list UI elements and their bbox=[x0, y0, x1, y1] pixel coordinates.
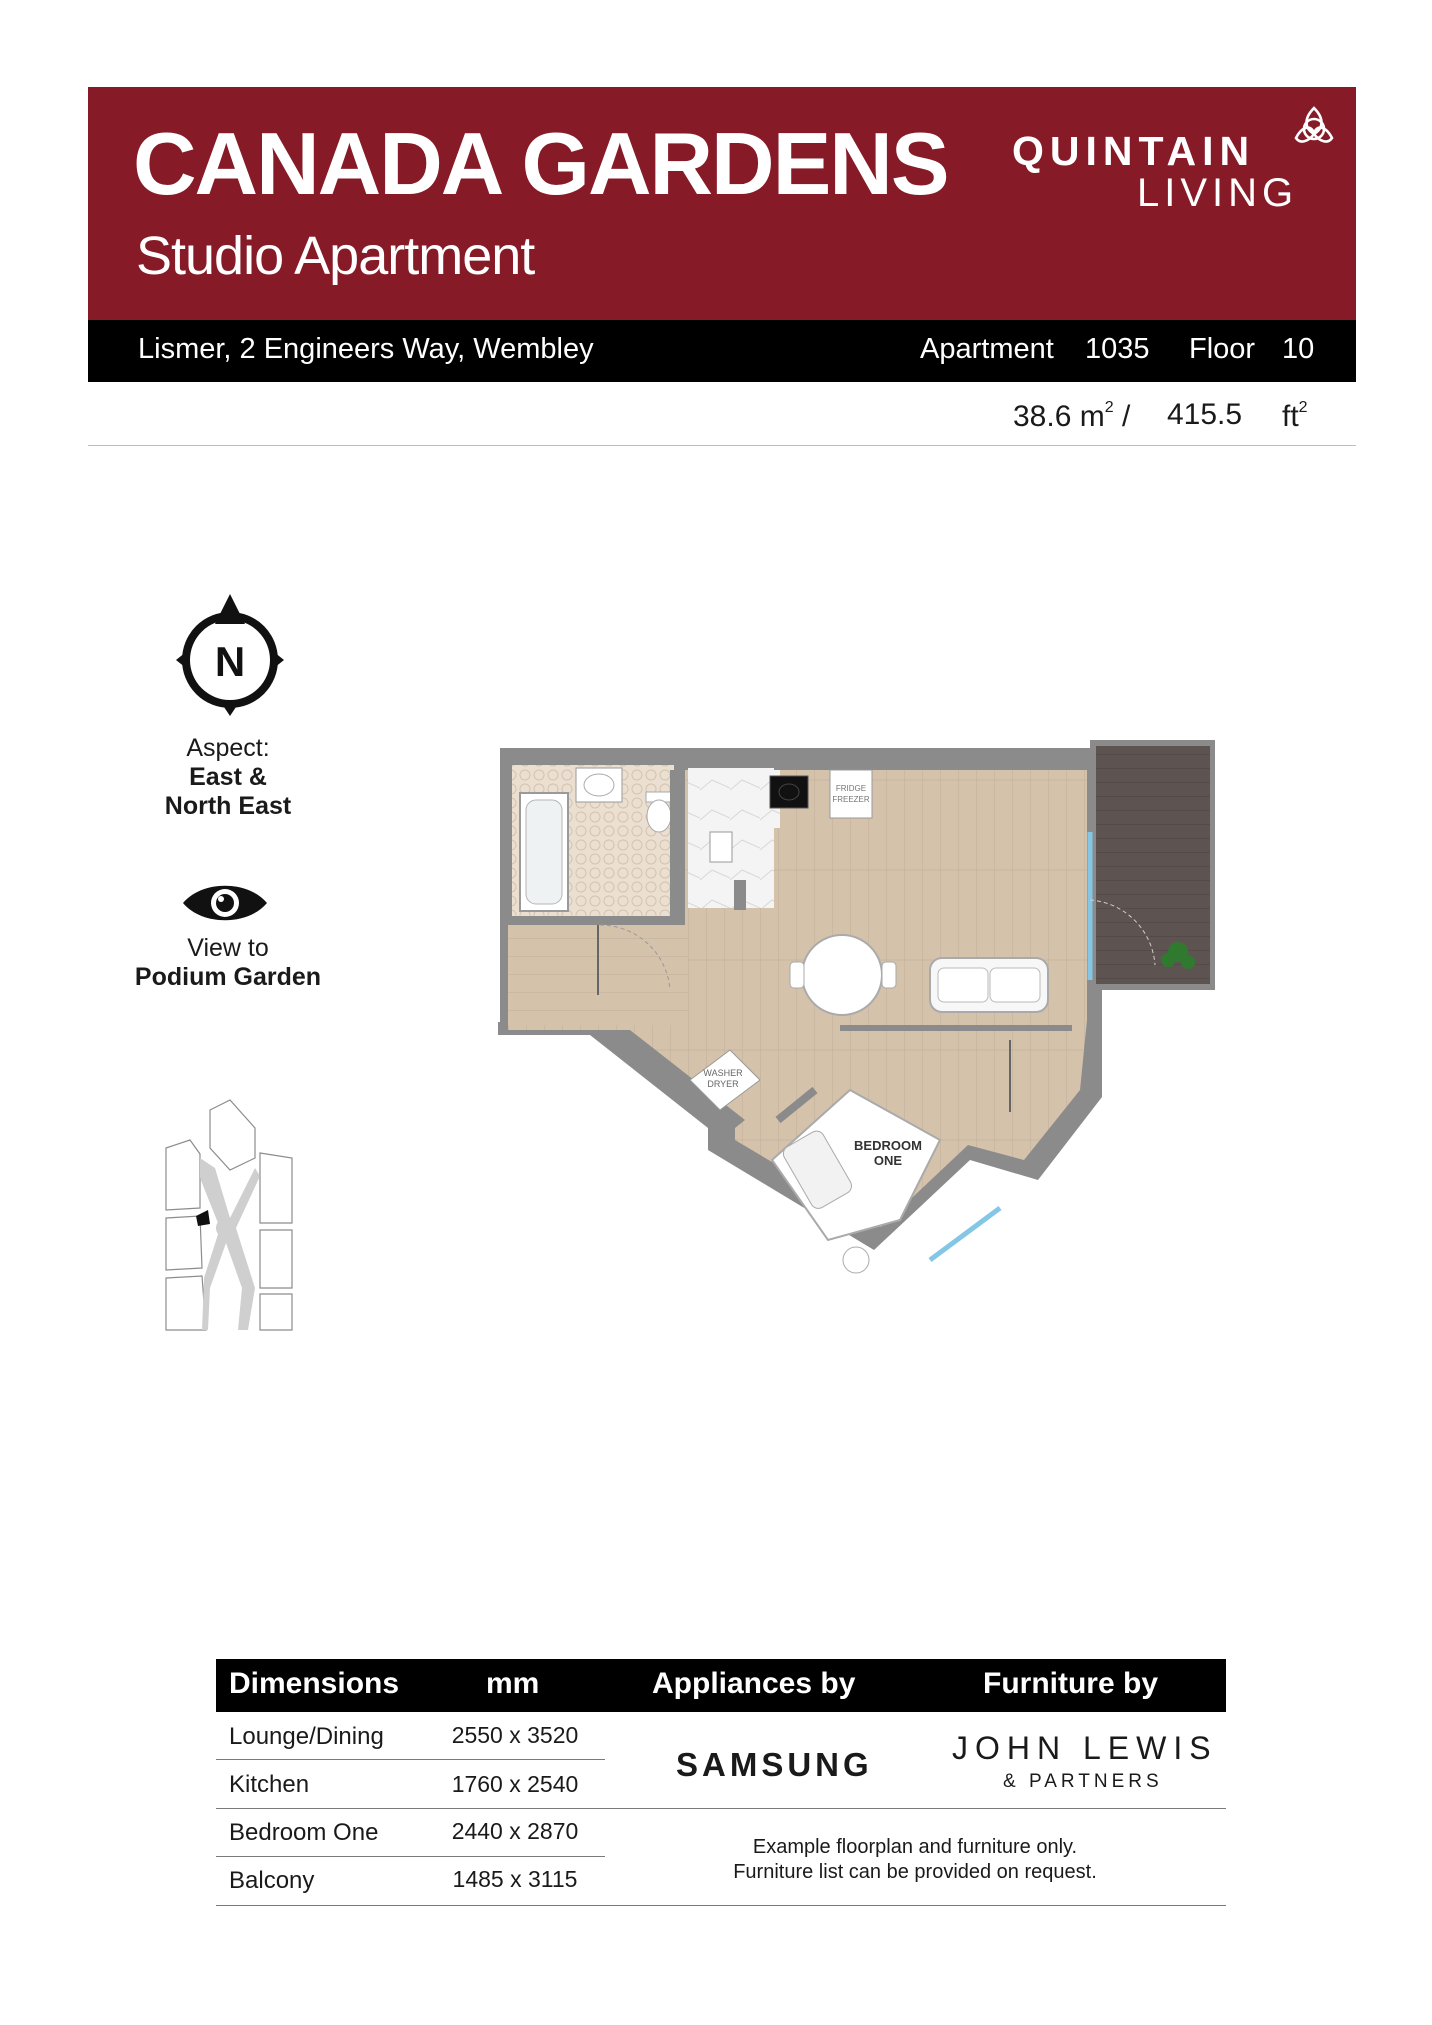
fridge-label-line2: FREEZER bbox=[832, 795, 870, 804]
bedroom-label-line1: BEDROOM bbox=[854, 1138, 922, 1153]
trefoil-logo-icon bbox=[1290, 104, 1338, 148]
disclaimer-line2: Furniture list can be provided on request. bbox=[733, 1861, 1097, 1883]
aspect-label: Aspect: bbox=[186, 734, 270, 762]
apartment-type: Studio Apartment bbox=[136, 226, 535, 286]
room-name: Lounge/Dining bbox=[229, 1723, 384, 1750]
room-dimensions: 1760 x 2540 bbox=[451, 1771, 579, 1797]
aspect-value: East & North East bbox=[164, 763, 292, 820]
brand-logo-line2: LIVING bbox=[1137, 171, 1299, 215]
room-dimensions: 2550 x 3520 bbox=[451, 1722, 579, 1748]
view-label: View to bbox=[187, 934, 269, 962]
apartment-number: 1035 bbox=[1085, 333, 1150, 365]
room-name: Balcony bbox=[229, 1867, 315, 1894]
header-mm: mm bbox=[486, 1667, 540, 1700]
brand-logo-line1: QUINTAIN bbox=[1012, 128, 1256, 174]
fridge-label-line1: FRIDGE bbox=[835, 784, 867, 793]
room-dimensions: 2440 x 2870 bbox=[451, 1818, 579, 1844]
samsung-logo: SAMSUNG bbox=[676, 1746, 873, 1783]
floor-label: Floor bbox=[1189, 333, 1256, 365]
view-value: Podium Garden bbox=[134, 963, 322, 991]
john-lewis-logo: JOHN LEWIS bbox=[952, 1730, 1218, 1766]
john-lewis-logo-sub: & PARTNERS bbox=[1003, 1771, 1163, 1792]
table-bottom-border bbox=[216, 1905, 1226, 1906]
header-appliances: Appliances by bbox=[652, 1667, 856, 1700]
divider bbox=[88, 445, 1356, 446]
compass-letter: N bbox=[214, 638, 246, 685]
area-sqm: 38.6 $m^2$ / bbox=[1013, 399, 1131, 433]
room-dimensions: 1485 x 3115 bbox=[452, 1866, 578, 1892]
north-compass-icon bbox=[170, 592, 290, 717]
eye-icon bbox=[180, 878, 270, 928]
area-sqft-unit: $ft^2$ bbox=[1282, 399, 1308, 433]
row-divider bbox=[216, 1856, 605, 1857]
address: Lismer, 2 Engineers Way, Wembley bbox=[138, 333, 594, 365]
site-key-plan bbox=[160, 1098, 300, 1333]
row-divider bbox=[605, 1808, 1226, 1809]
floor-plan bbox=[490, 740, 1220, 1330]
washer-label-line1: WASHER bbox=[703, 1068, 743, 1078]
bedroom-label-line2: ONE bbox=[873, 1153, 903, 1168]
disclaimer-line1: Example floorplan and furniture only. bbox=[752, 1836, 1078, 1858]
header-dimensions: Dimensions bbox=[229, 1667, 400, 1700]
washer-label-line2: DRYER bbox=[707, 1079, 739, 1089]
row-divider bbox=[216, 1808, 605, 1809]
area-sqft: 415.5 bbox=[1167, 398, 1243, 431]
row-divider bbox=[216, 1759, 605, 1760]
apartment-label: Apartment bbox=[920, 333, 1054, 365]
room-name: Bedroom One bbox=[229, 1819, 379, 1846]
floor-number: 10 bbox=[1282, 333, 1315, 365]
room-name: Kitchen bbox=[229, 1771, 310, 1798]
development-title: CANADA GARDENS bbox=[133, 114, 948, 213]
header-furniture: Furniture by bbox=[983, 1667, 1159, 1700]
